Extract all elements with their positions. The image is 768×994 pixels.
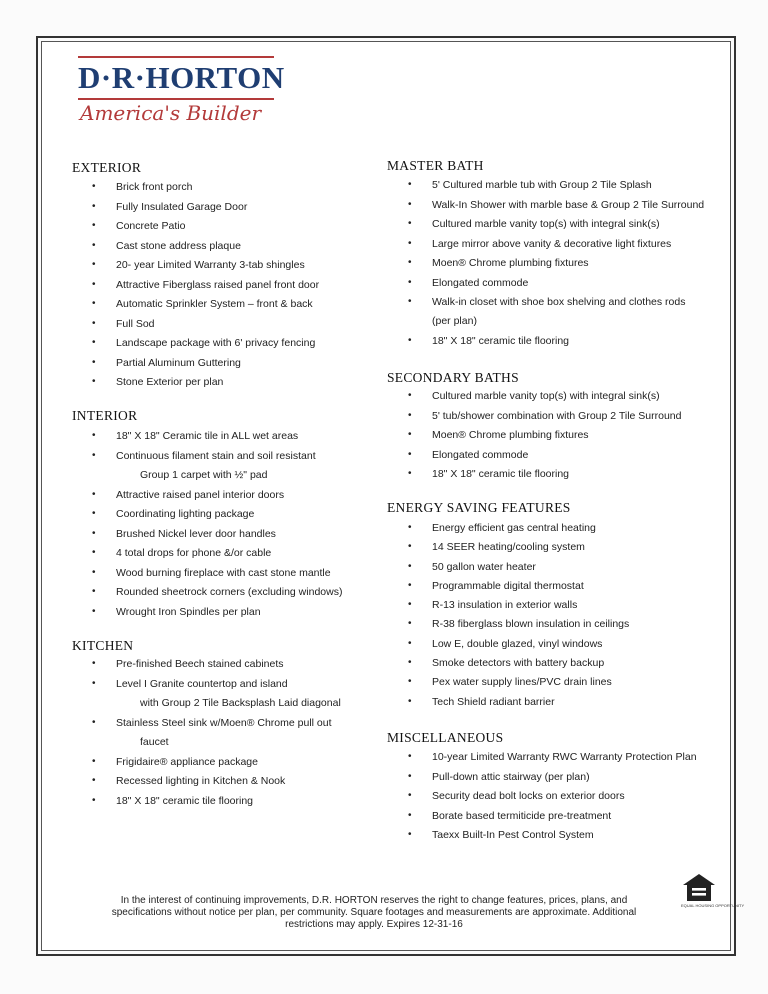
logo-tagline: America's Builder (80, 101, 262, 125)
interior-title: INTERIOR (72, 408, 138, 423)
kitchen-title: KITCHEN (72, 638, 134, 653)
energy-title: ENERGY SAVING FEATURES (387, 500, 571, 515)
logo-rule-top (78, 56, 274, 58)
equal-housing-caption: EQUAL HOUSING OPPORTUNITY (681, 903, 745, 908)
master-bath-title: MASTER BATH (387, 158, 484, 173)
dr-horton-logo (78, 56, 285, 128)
exterior-title: EXTERIOR (72, 160, 142, 175)
disclaimer-line-2: specifications without notice per plan, per community. Square footages and measurements are approximate. Additional (111, 907, 637, 918)
disclaimer-line-1: In the interest of continuing improvements, D.R. HORTON reserves the right to change features, prices, plans, and (120, 895, 628, 906)
equal-housing-logo (681, 873, 745, 913)
disclaimer (74, 895, 674, 931)
secondary-baths-title: SECONDARY BATHS (387, 370, 519, 385)
logo-brand: D·R·HORTON (78, 60, 285, 95)
misc-title: MISCELLANEOUS (387, 730, 504, 745)
equal-housing-icon (681, 873, 717, 903)
disclaimer-line-3: restrictions may apply. Expires 12-31-16 (285, 919, 463, 930)
